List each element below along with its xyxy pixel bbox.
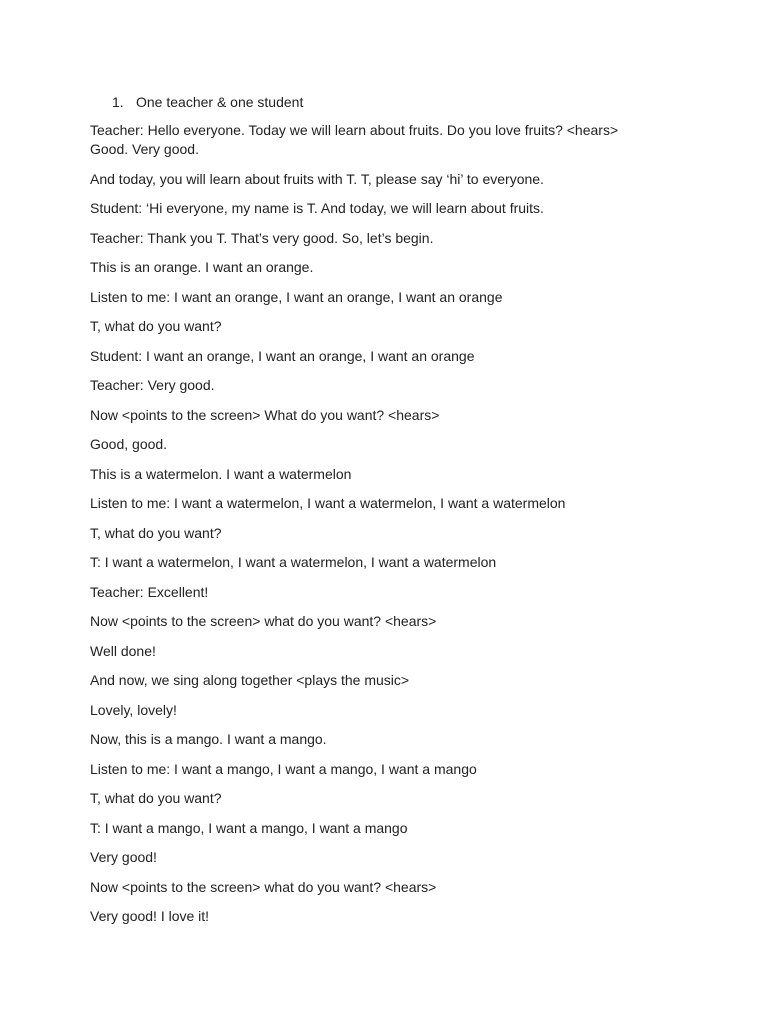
paragraph-line: T: I want a mango, I want a mango, I want a mango bbox=[90, 819, 408, 836]
paragraph-line: T, what do you want? bbox=[90, 318, 222, 334]
paragraph bbox=[90, 553, 690, 572]
paragraph-line: And now, we sing along together <plays the music> bbox=[90, 672, 410, 688]
paragraph-line: Teacher: Excellent! bbox=[90, 583, 209, 600]
paragraph bbox=[90, 317, 690, 336]
paragraph bbox=[90, 288, 690, 307]
paragraph-line: Now <points to the screen> what do you want? <hears> bbox=[90, 613, 437, 629]
paragraph-line: Teacher: Thank you T. That’s very good. So, let’s begin. bbox=[90, 229, 434, 246]
paragraph-line: Well done! bbox=[90, 642, 156, 659]
paragraph-line: T, what do you want? bbox=[90, 524, 222, 541]
paragraph-line: Now, this is a mango. I want a mango. bbox=[90, 731, 327, 747]
paragraph bbox=[90, 406, 690, 425]
paragraph-line: And today, you will learn about fruits with T. T, please say ‘hi’ to everyone. bbox=[90, 170, 544, 187]
paragraph-line: Listen to me: I want a watermelon, I want a watermelon, I want a watermelon bbox=[90, 495, 566, 511]
paragraph bbox=[90, 730, 690, 749]
paragraph bbox=[90, 819, 690, 838]
paragraph bbox=[90, 347, 690, 366]
paragraph bbox=[90, 121, 690, 159]
paragraph-line: Good. Very good. bbox=[90, 141, 199, 157]
paragraph-line: Teacher: Hello everyone. Today we will learn about fruits. Do you love fruits? <hears> bbox=[90, 122, 619, 138]
paragraph bbox=[90, 789, 690, 808]
paragraph-line: This is a watermelon. I want a watermelon bbox=[90, 465, 352, 482]
paragraph bbox=[90, 229, 690, 248]
paragraph-line: Listen to me: I want a mango, I want a mango, I want a mango bbox=[90, 760, 477, 777]
paragraph-line: Student: I want an orange, I want an orange, I want an orange bbox=[90, 347, 475, 364]
paragraph bbox=[90, 848, 690, 867]
paragraph-line: T, what do you want? bbox=[90, 790, 222, 806]
paragraph-line: Good, good. bbox=[90, 436, 168, 452]
paragraph bbox=[90, 376, 690, 395]
paragraph bbox=[90, 701, 690, 720]
heading-text: One teacher & one student bbox=[136, 94, 304, 110]
paragraph bbox=[90, 907, 690, 926]
paragraph-list bbox=[90, 121, 690, 926]
paragraph-line: Teacher: Very good. bbox=[90, 377, 215, 393]
paragraph bbox=[90, 878, 690, 897]
paragraph bbox=[90, 612, 690, 631]
paragraph bbox=[90, 170, 690, 189]
paragraph bbox=[90, 524, 690, 543]
paragraph bbox=[90, 435, 690, 454]
paragraph bbox=[90, 199, 690, 218]
paragraph bbox=[90, 671, 690, 690]
paragraph bbox=[90, 258, 690, 277]
paragraph bbox=[90, 583, 690, 602]
paragraph bbox=[90, 760, 690, 779]
paragraph-line: Now <points to the screen> What do you want? <hears> bbox=[90, 406, 440, 423]
paragraph-line: Listen to me: I want an orange, I want an orange, I want an orange bbox=[90, 288, 503, 305]
paragraph bbox=[90, 642, 690, 661]
paragraph-line: Student: ‘Hi everyone, my name is T. And today, we will learn about fruits. bbox=[90, 200, 544, 216]
document-body bbox=[90, 92, 690, 937]
paragraph bbox=[90, 494, 690, 513]
paragraph-line: This is an orange. I want an orange. bbox=[90, 259, 314, 275]
paragraph-line: Lovely, lovely! bbox=[90, 701, 177, 718]
paragraph-line: T: I want a watermelon, I want a watermelon, I want a watermelon bbox=[90, 554, 497, 570]
paragraph bbox=[90, 465, 690, 484]
paragraph-line: Now <points to the screen> what do you want? <hears> bbox=[90, 878, 437, 895]
paragraph-line: Very good! I love it! bbox=[90, 908, 210, 924]
heading-number: 1. bbox=[112, 94, 124, 110]
paragraph-line: Very good! bbox=[90, 849, 157, 865]
section-heading bbox=[90, 92, 690, 112]
